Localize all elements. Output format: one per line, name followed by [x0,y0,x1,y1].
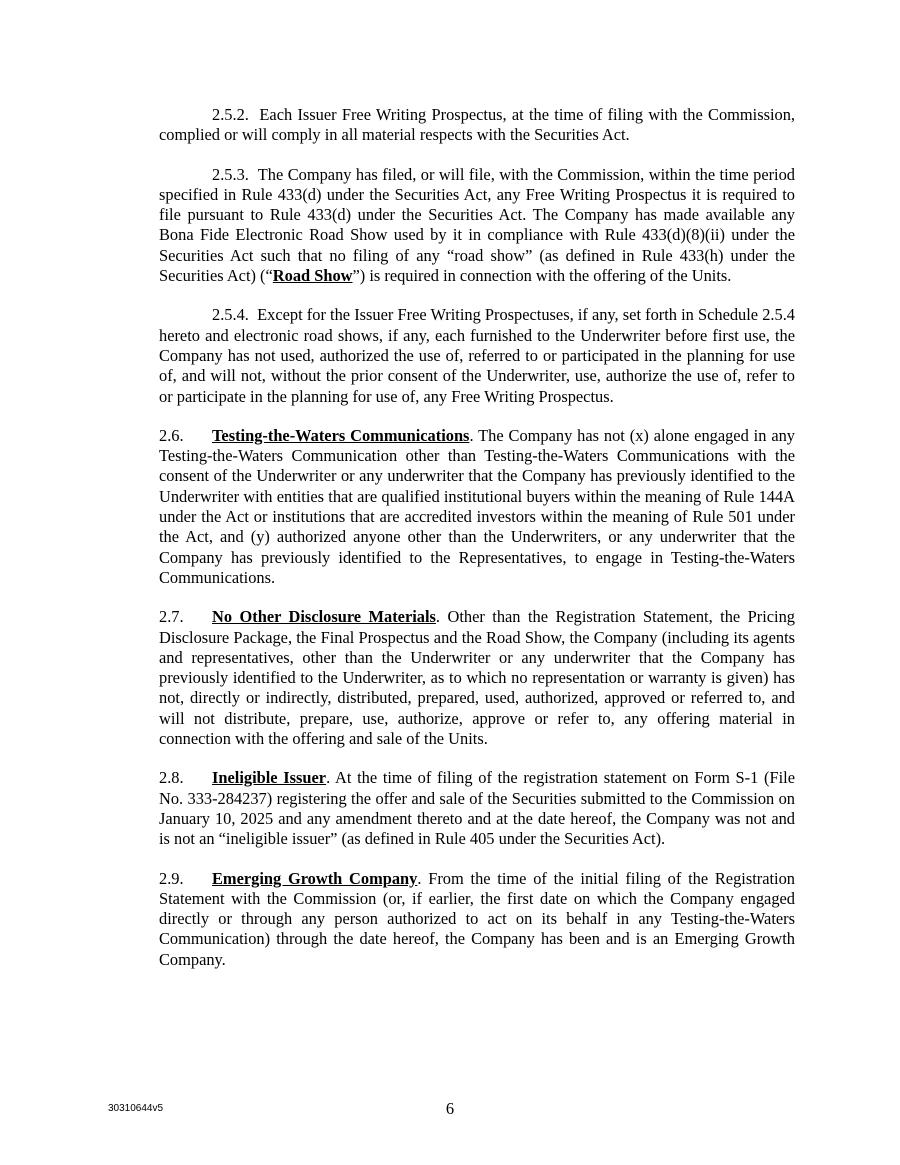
section-number: 2.5.3. [212,164,249,184]
section-number: 2.9. [159,868,184,888]
paragraph-text: The Company has filed, or will file, with the Commission, within the time period specified in Rule 433(d) under the Securities Act, any Free Writing Prospectus it is required to file pursuant to Rule 433(d) under the Securities Act. The Company has made available any Bona Fide Electronic Road Show used by it in compliance with Rule 433(d)(8)(ii) under the Securities Act such that no filing of any “road show” (as defined in Rule 433(h) under the Securities Act) (“ [159,164,795,286]
section-heading: Ineligible Issuer [212,768,327,788]
paragraph-text: ”) is required in connection with the offering of the Units. [352,266,732,286]
paragraph-2-9 [159,869,795,970]
paragraph-text: . The Company has not (x) alone engaged in any Testing-the-Waters Communication other than Testing-the-Waters Communications with the consent of the Underwriter or any underwriter that the Company has previously identified to the Underwriter with entities that are qualified institutional buyers within the meaning of Rule 144A under the Act or institutions that are accredited investors within the meaning of Rule 501 under the Act, and (y) authorized anyone other than the Underwriters, or any underwriter that the Company has previously identified to the Representatives, to engage in Testing-the-Waters Communications. [159,425,795,587]
paragraph-2-5-4 [159,305,795,406]
paragraph-text: Except for the Issuer Free Writing Prospectuses, if any, set forth in Schedule 2.5.4 hereto and electronic road shows, if any, each furnished to the Underwriter before first use, the Company has not used, authorized the use of, referred to or participated in the planning for use of, and will not, without the prior consent of the Underwriter, use, authorize the use of, refer to or participate in the planning for use of, any Free Writing Prospectus. [159,305,796,406]
section-number: 2.7. [159,607,184,627]
paragraph-2-6 [159,426,795,588]
section-number: 2.6. [159,425,184,445]
section-number: 2.5.4. [212,305,249,325]
document-id: 30310644v5 [108,1103,164,1114]
paragraph-2-5-2 [159,105,795,146]
paragraph-2-5-3 [159,165,795,287]
section-heading: No Other Disclosure Materials [212,607,436,627]
page-number: 6 [445,1099,455,1118]
paragraph-text: . At the time of filing of the registration statement on Form S-1 (File No. 333-284237) registering the offer and sale of the Securities submitted to the Commission on January 10, 2025 and any amendment thereto and at the date hereof, the Company was not and is not an “ineligible issuer” (as defined in Rule 405 under the Securities Act). [159,768,795,849]
section-heading: Testing-the-Waters Communications [212,425,470,445]
section-number: 2.5.2. [212,105,249,124]
section-heading: Emerging Growth Company [212,868,418,888]
section-number: 2.8. [159,768,184,788]
defined-term-road-show: Road Show [272,266,353,286]
paragraph-text: Each Issuer Free Writing Prospectus, at the time of filing with the Commission, complied or will comply in all material respects with the Securities Act. [159,105,795,145]
document-body [159,105,795,989]
paragraph-2-8 [159,768,795,849]
paragraph-2-7 [159,607,795,749]
paragraph-text: . From the time of the initial filing of the Registration Statement with the Commission (or, if earlier, the first date on which the Company engaged directly or through any person authorized to act on its behalf in any Testing-the-Waters Communication) through the date hereof, the Company has been and is an Emerging Growth Company. [159,868,795,969]
paragraph-text: . Other than the Registration Statement, the Pricing Disclosure Package, the Final Prospectus and the Road Show, the Company (including its agents and representatives, other than the Underwriter or any underwriter that the Company has previously identified to the Underwriter, as to which no representation or warranty is given) has not, directly or indirectly, distributed, prepared, used, authorized, approved or referred to, and will not distribute, prepare, use, authorize, approve or refer to, any offering material in connection with the offering and sale of the Units. [159,607,795,749]
